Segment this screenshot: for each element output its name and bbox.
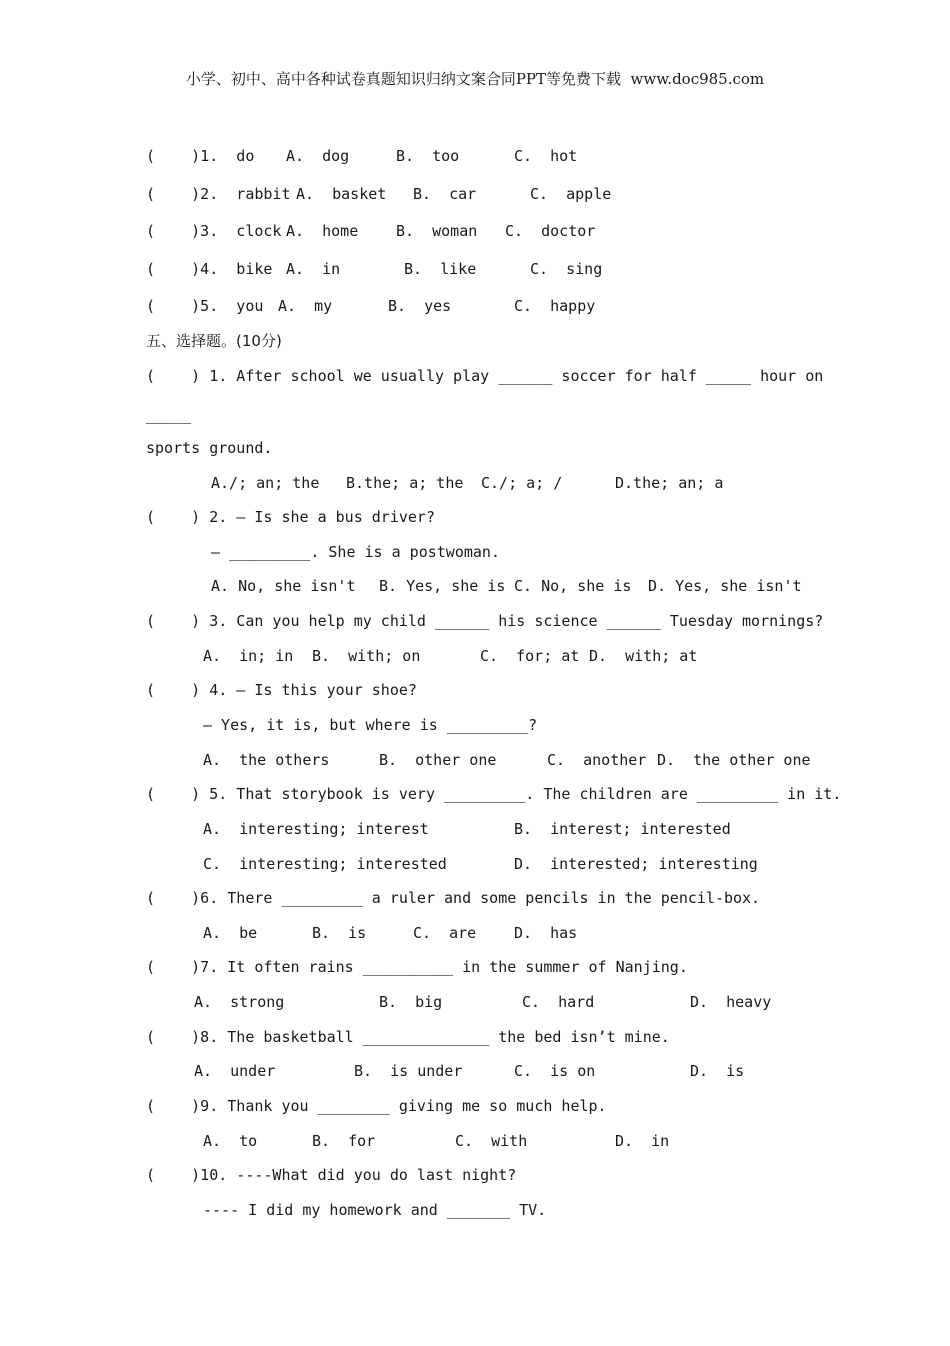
q3-stem: ( ) 3. Can you help my child ______ his science ______ Tuesday mornings? [146, 612, 824, 630]
phonics-q3-num: ( )3. clock [146, 222, 282, 240]
q9-option-b: B. for [312, 1132, 376, 1150]
q1-continuation: sports ground. [146, 439, 273, 457]
q4-option-b: B. other one [379, 751, 497, 769]
q1-option-c: C./; a; / [481, 474, 563, 492]
section-title: 五、选择题。(10分) [146, 332, 282, 350]
q2-reply: — _________. She is a postwoman. [211, 543, 500, 561]
q4-option-c: C. another [547, 751, 647, 769]
phonics-q1-b: B. too [396, 147, 460, 165]
q10-stem: ( )10. ----What did you do last night? [146, 1166, 517, 1184]
phonics-q3-b: B. woman [396, 222, 478, 240]
q4-stem: ( ) 4. — Is this your shoe? [146, 681, 417, 699]
q8-option-a: A. under [194, 1062, 276, 1080]
page-header: 小学、初中、高中各种试卷真题知识归纳文案合同PPT等免费下载 www.doc985.com [185, 70, 765, 88]
phonics-q1-num: ( )1. do [146, 147, 255, 165]
phonics-q5-a: A. my [278, 297, 333, 315]
q7-option-b: B. big [379, 993, 443, 1011]
q10-reply: ---- I did my homework and _______ TV. [203, 1201, 547, 1219]
phonics-q2-a: A. basket [296, 185, 387, 203]
q8-option-c: C. is on [514, 1062, 596, 1080]
q1-option-b: B.the; a; the [346, 474, 464, 492]
q1-option-a: A./; an; the [211, 474, 320, 492]
q7-stem: ( )7. It often rains __________ in the summer of Nanjing. [146, 958, 688, 976]
q3-option-d: D. with; at [589, 647, 698, 665]
phonics-q2-c: C. apple [530, 185, 612, 203]
phonics-q1-a: A. dog [286, 147, 350, 165]
phonics-q2-num: ( )2. rabbit [146, 185, 291, 203]
q1-blank: _____ [146, 406, 192, 424]
q3-option-a: A. in; in [203, 647, 294, 665]
q3-option-b: B. with; on [312, 647, 421, 665]
q5-stem: ( ) 5. That storybook is very _________. The children are _________ in it. [146, 785, 842, 803]
q1-option-d: D.the; an; a [615, 474, 724, 492]
q7-option-a: A. strong [194, 993, 285, 1011]
phonics-q3-c: C. doctor [505, 222, 596, 240]
q6-stem: ( )6. There _________ a ruler and some pencils in the pencil-box. [146, 889, 761, 907]
q8-stem: ( )8. The basketball ______________ the bed isn’t mine. [146, 1028, 670, 1046]
phonics-q5-b: B. yes [388, 297, 452, 315]
q2-stem: ( ) 2. — Is she a bus driver? [146, 508, 435, 526]
phonics-q4-a: A. in [286, 260, 341, 278]
q6-option-b: B. is [312, 924, 367, 942]
q7-option-d: D. heavy [690, 993, 772, 1011]
q7-option-c: C. hard [522, 993, 595, 1011]
phonics-q4-num: ( )4. bike [146, 260, 273, 278]
phonics-q4-c: C. sing [530, 260, 603, 278]
q6-option-a: A. be [203, 924, 258, 942]
q8-option-b: B. is under [354, 1062, 463, 1080]
q4-option-a: A. the others [203, 751, 330, 769]
q2-option-c: C. No, she is [514, 577, 632, 595]
q2-option-b: B. Yes, she is [379, 577, 506, 595]
phonics-q3-a: A. home [286, 222, 359, 240]
q4-reply: — Yes, it is, but where is _________? [203, 716, 538, 734]
q9-option-d: D. in [615, 1132, 670, 1150]
phonics-q5-num: ( )5. you [146, 297, 264, 315]
q5-option-b: B. interest; interested [514, 820, 731, 838]
q9-option-a: A. to [203, 1132, 258, 1150]
q9-stem: ( )9. Thank you ________ giving me so much help. [146, 1097, 607, 1115]
q6-option-c: C. are [413, 924, 477, 942]
phonics-q2-b: B. car [413, 185, 477, 203]
phonics-q4-b: B. like [404, 260, 477, 278]
phonics-q5-c: C. happy [514, 297, 596, 315]
q4-option-d: D. the other one [657, 751, 811, 769]
q8-option-d: D. is [690, 1062, 745, 1080]
q5-option-a: A. interesting; interest [203, 820, 429, 838]
q5-option-c: C. interesting; interested [203, 855, 447, 873]
phonics-q1-c: C. hot [514, 147, 578, 165]
q6-option-d: D. has [514, 924, 578, 942]
q9-option-c: C. with [455, 1132, 528, 1150]
q2-option-a: A. No, she isn't [211, 577, 356, 595]
q2-option-d: D. Yes, she isn't [648, 577, 802, 595]
q5-option-d: D. interested; interesting [514, 855, 758, 873]
q3-option-c: C. for; at [480, 647, 580, 665]
q1-stem: ( ) 1. After school we usually play ______ soccer for half _____ hour on [146, 367, 824, 385]
